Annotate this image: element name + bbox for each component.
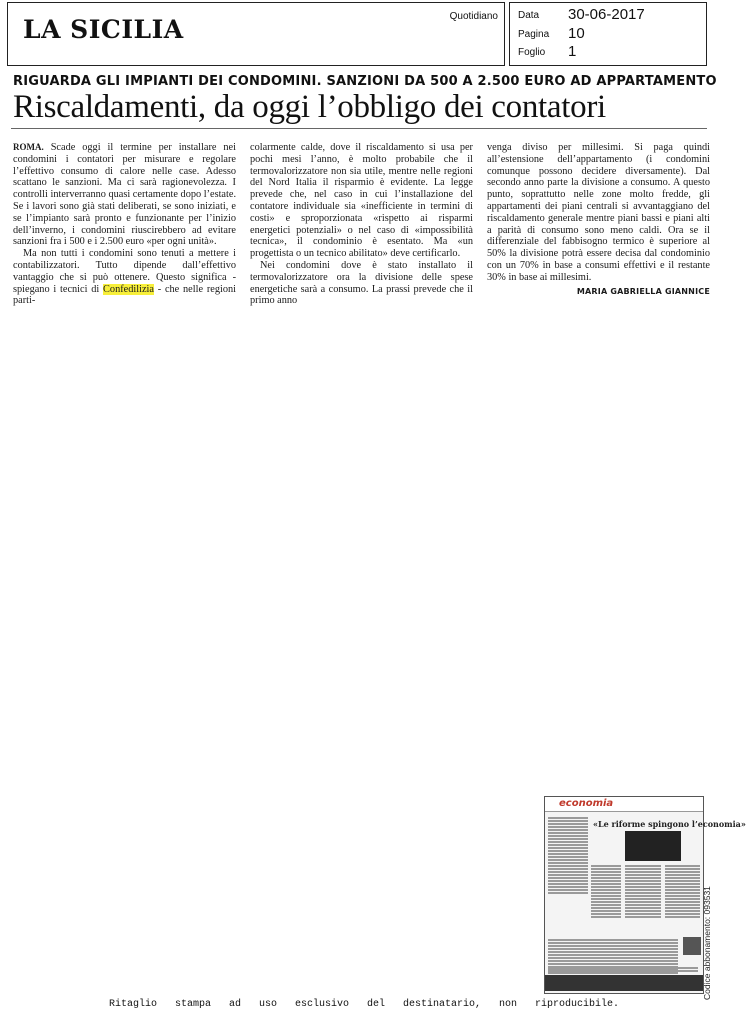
page-label: Pagina bbox=[518, 29, 550, 40]
thumbnail-text-line bbox=[625, 916, 661, 918]
thumbnail-text-line bbox=[548, 817, 588, 819]
thumbnail-text-line bbox=[665, 886, 700, 888]
thumbnail-text-line bbox=[625, 868, 661, 870]
thumbnail-text-line bbox=[548, 841, 588, 843]
thumbnail-text-line bbox=[548, 874, 588, 876]
thumbnail-text-line bbox=[548, 886, 588, 888]
publication-type: Quotidiano bbox=[449, 11, 498, 22]
paragraph-text: - che nelle regioni parti- bbox=[13, 283, 236, 307]
thumbnail-text-line bbox=[625, 880, 661, 882]
thumbnail-text-line bbox=[548, 847, 588, 849]
thumbnail-advert-band bbox=[545, 975, 703, 991]
thumbnail-text-line bbox=[625, 883, 661, 885]
sheet-label: Foglio bbox=[518, 47, 546, 58]
thumbnail-headline: «Le riforme spingono l’economia» bbox=[593, 819, 746, 829]
logo-box bbox=[7, 2, 505, 66]
thumbnail-text-line bbox=[548, 892, 588, 894]
paragraph-text: venga diviso per millesimi. Si paga quindi all’estensione dell’appartamento (i condomini comunque possono decidere diversamente). Dal secondo anno parte la divisione a consumo. A questo punto, soprattutto nelle zone molto fredde, gli appartamenti dei piani centrali si avvantaggiano del riscaldamento generale mentre piani bassi e piani alti a parità di consumo sono meno caldi. Ora se il differenziale del fabbisogno termico è superiore al 50% la divisione potrà essere decisa dal condominio con un 70% in base a consumi effettivi e il restante 30% in base ai millesimi. bbox=[487, 142, 710, 283]
thumbnail-text-line bbox=[548, 871, 588, 873]
thumbnail-text-line bbox=[665, 871, 700, 873]
thumbnail-text-line bbox=[548, 942, 678, 944]
footer-notice: Ritaglio stampa ad uso esclusivo del destinatario, non riproducibile. bbox=[108, 999, 620, 1010]
thumbnail-text-line bbox=[591, 904, 621, 906]
thumbnail-photo bbox=[625, 831, 681, 861]
thumbnail-photo bbox=[683, 937, 701, 955]
thumbnail-text-line bbox=[591, 892, 621, 894]
thumbnail-text-line bbox=[548, 960, 678, 962]
article-kicker: RIGUARDA GLI IMPIANTI DEI CONDOMINI. SANZIONI DA 500 A 2.500 EURO AD APPARTAMENTO bbox=[13, 74, 717, 89]
thumbnail-text-line bbox=[548, 883, 588, 885]
column-3 bbox=[487, 142, 710, 297]
thumbnail-text-line bbox=[665, 874, 700, 876]
thumbnail-text-line bbox=[548, 844, 588, 846]
thumbnail-text-line bbox=[665, 907, 700, 909]
byline: MARIA GABRIELLA GIANNICE bbox=[576, 286, 710, 296]
thumbnail-text-line bbox=[591, 868, 621, 870]
column-1 bbox=[13, 142, 236, 307]
thumbnail-text-line bbox=[548, 963, 678, 965]
thumbnail-text-line bbox=[548, 838, 588, 840]
thumbnail-text-line bbox=[625, 886, 661, 888]
thumbnail-text-line bbox=[591, 910, 621, 912]
paragraph-text: Nei condomini dove è stato installato il termovalorizzatore ora la divisione delle spese energetiche sarà a consumo. La prassi prevede che il primo anno bbox=[250, 259, 473, 307]
highlighted-keyword: Confedilizia bbox=[103, 283, 154, 295]
thumbnail-text-line bbox=[591, 883, 621, 885]
issue-metadata bbox=[509, 2, 707, 66]
thumbnail-text-line bbox=[548, 877, 588, 879]
thumbnail-text-line bbox=[548, 865, 588, 867]
thumbnail-text-line bbox=[665, 898, 700, 900]
thumbnail-text-line bbox=[548, 967, 698, 969]
thumbnail-text-line bbox=[548, 832, 588, 834]
thumbnail-text-line bbox=[625, 895, 661, 897]
thumbnail-text-line bbox=[625, 913, 661, 915]
thumbnail-text-line bbox=[625, 871, 661, 873]
masthead bbox=[7, 2, 707, 68]
thumbnail-text-line bbox=[625, 910, 661, 912]
dateline: ROMA. bbox=[13, 142, 44, 152]
newspaper-logo: LA SICILIA bbox=[23, 15, 184, 44]
thumbnail-text-line bbox=[548, 954, 678, 956]
sheet-row bbox=[518, 42, 703, 60]
thumbnail-text-line bbox=[665, 868, 700, 870]
thumbnail-text-line bbox=[591, 880, 621, 882]
thumbnail-text-line bbox=[625, 898, 661, 900]
thumbnail-text-line bbox=[625, 892, 661, 894]
thumbnail-text-line bbox=[665, 910, 700, 912]
date-value: 30-06-2017 bbox=[568, 6, 645, 23]
thumbnail-text-line bbox=[591, 907, 621, 909]
thumbnail-text-line bbox=[548, 835, 588, 837]
thumbnail-text-line bbox=[591, 889, 621, 891]
headline-divider bbox=[11, 128, 707, 129]
thumbnail-text-line bbox=[665, 892, 700, 894]
thumbnail-text-line bbox=[548, 957, 678, 959]
paragraph bbox=[13, 142, 236, 248]
thumbnail-text-line bbox=[625, 874, 661, 876]
paragraph bbox=[250, 260, 473, 307]
thumbnail-text-line bbox=[591, 886, 621, 888]
paragraph bbox=[250, 142, 473, 260]
thumbnail-section: economia bbox=[559, 798, 614, 809]
thumbnail-header bbox=[545, 797, 703, 812]
paragraph-text: Ma non tutti i condomini sono tenuti a mettere i contabilizzatori. Tutto dipende dall’effettivo vantaggio che si può ottenere. Questo significa - spiegano i tecnici di bbox=[13, 248, 236, 295]
paragraph bbox=[487, 142, 710, 284]
thumbnail-text-line bbox=[591, 865, 621, 867]
column-2 bbox=[250, 142, 473, 307]
thumbnail-text-line bbox=[548, 856, 588, 858]
paragraph-text: Scade oggi il termine per installare nei condomini i contatori per misurare e regolare l’effettivo consumo di calore nelle case. Adesso scattano le sanzioni. Ma ci sarà ragionevolezza. I controlli interverranno quasi certamente dopo l’estate. Se i lavori sono già stati deliberati, se sono iniziati, e se l’impianto sarà pronto e funzionante per l’inizio dell’inverno, i condomini riuscirebbero ad evitare sanzioni fra i 500 e i 2.500 euro «per ogni unità». bbox=[13, 142, 237, 248]
thumbnail-text-line bbox=[665, 901, 700, 903]
thumbnail-text-line bbox=[625, 865, 661, 867]
thumbnail-text-line bbox=[591, 874, 621, 876]
thumbnail-text-line bbox=[665, 913, 700, 915]
thumbnail-text-line bbox=[548, 859, 588, 861]
thumbnail-text-line bbox=[591, 895, 621, 897]
thumbnail-text-line bbox=[548, 889, 588, 891]
thumbnail-text-line bbox=[625, 877, 661, 879]
thumbnail-text-line bbox=[665, 904, 700, 906]
thumbnail-text-line bbox=[665, 877, 700, 879]
thumbnail-text-line bbox=[548, 868, 588, 870]
subscription-code: Codice abbonamento: 093531 bbox=[702, 886, 712, 1000]
page-row bbox=[518, 24, 703, 42]
thumbnail-text-line bbox=[548, 826, 588, 828]
thumbnail-text-line bbox=[548, 850, 588, 852]
article bbox=[7, 74, 717, 307]
thumbnail-text-line bbox=[665, 883, 700, 885]
thumbnail-text-line bbox=[548, 820, 588, 822]
thumbnail-text-line bbox=[548, 972, 678, 974]
thumbnail-text-line bbox=[591, 916, 621, 918]
thumbnail-text-line bbox=[591, 913, 621, 915]
thumbnail-text-line bbox=[548, 829, 588, 831]
thumbnail-text-line bbox=[591, 877, 621, 879]
thumbnail-text-line bbox=[548, 823, 588, 825]
thumbnail-text-line bbox=[665, 889, 700, 891]
thumbnail-text-line bbox=[548, 970, 698, 972]
thumbnail-text-line bbox=[548, 951, 678, 953]
thumbnail-text-line bbox=[591, 871, 621, 873]
thumbnail-text-line bbox=[548, 945, 678, 947]
thumbnail-text-line bbox=[625, 904, 661, 906]
thumbnail-text-line bbox=[665, 880, 700, 882]
thumbnail-text-line bbox=[625, 889, 661, 891]
page-value: 10 bbox=[568, 25, 585, 42]
thumbnail-text-line bbox=[665, 916, 700, 918]
thumbnail-text-line bbox=[548, 939, 678, 941]
thumbnail-text-line bbox=[548, 948, 678, 950]
thumbnail-text-line bbox=[665, 895, 700, 897]
sheet-value: 1 bbox=[568, 43, 577, 60]
thumbnail-text-line bbox=[548, 862, 588, 864]
thumbnail-text-line bbox=[625, 907, 661, 909]
article-headline: Riscaldamenti, da oggi l’obbligo dei contatori bbox=[13, 89, 606, 125]
thumbnail-text-line bbox=[625, 901, 661, 903]
thumbnail-text-line bbox=[548, 880, 588, 882]
paragraph bbox=[13, 248, 236, 307]
thumbnail-text-line bbox=[591, 898, 621, 900]
thumbnail-text-line bbox=[591, 901, 621, 903]
date-label: Data bbox=[518, 10, 540, 21]
thumbnail-text-line bbox=[548, 853, 588, 855]
paragraph-text: colarmente calde, dove il riscaldamento si usa per pochi mesi l’anno, è molto probabile che il termovalorizzatore non sia utile, mentre nelle regioni del Nord Italia il risparmio è evidente. La legge prevede che, nel caso in cui l’installazione del contatore individuale sia «inefficiente in termini di costi» e sproporzionata «rispetto ai risparmi energetici potenziali» o nel caso di «impossibilità tecnica», il condominio è esentato. Ma «un progettista o un tecnico abilitato» deve certificarlo. bbox=[250, 142, 473, 260]
thumbnail-text-line bbox=[665, 865, 700, 867]
date-row bbox=[518, 5, 703, 23]
